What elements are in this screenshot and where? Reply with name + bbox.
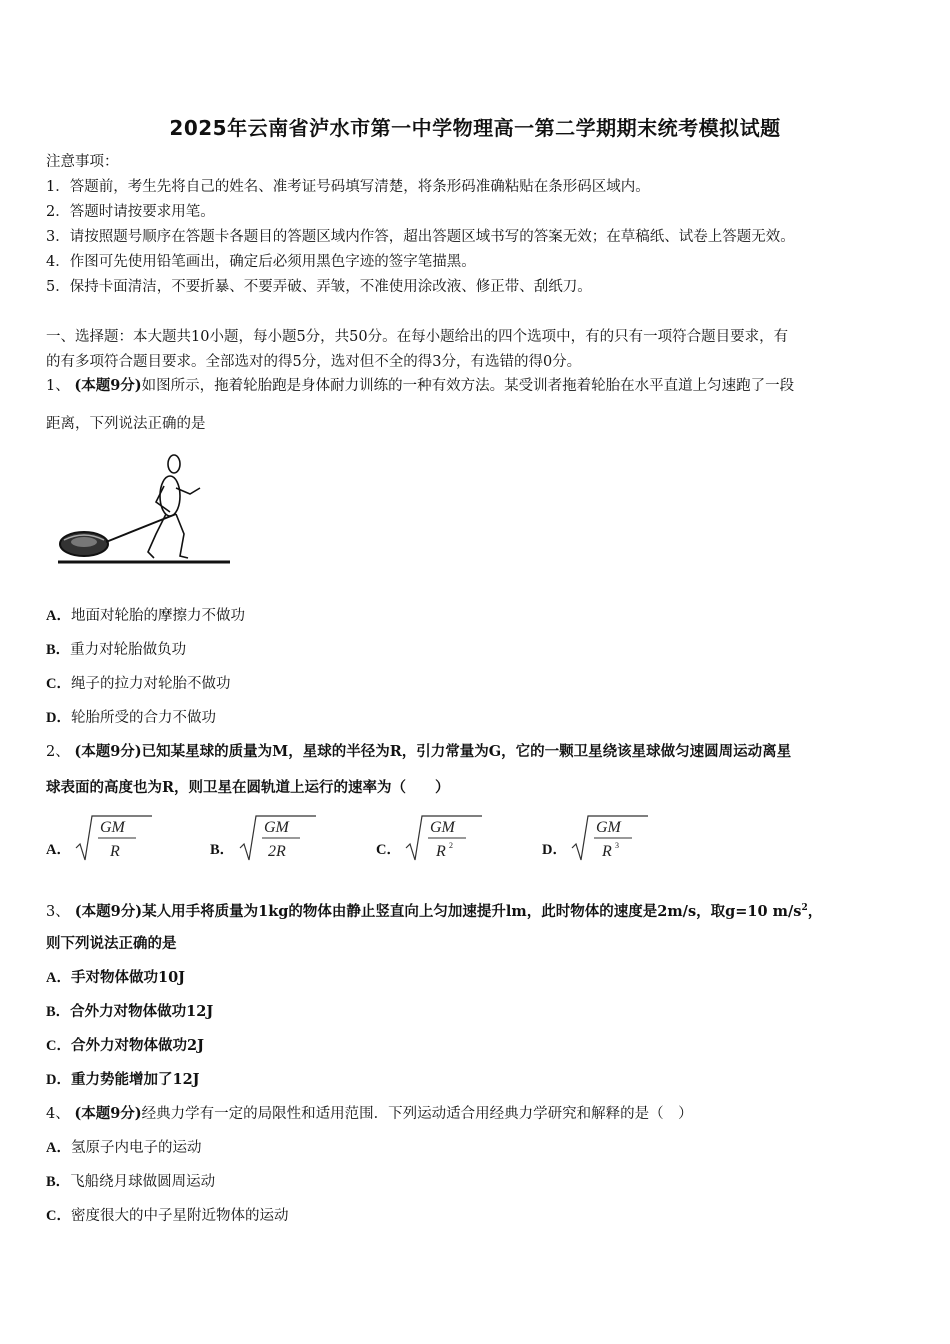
option-text: 重力势能增加了12J bbox=[70, 1071, 200, 1088]
note-item: 1．答题前，考生先将自己的姓名、准考证号码填写清楚，将条形码准确粘贴在条形码区域内。 bbox=[46, 179, 650, 195]
option-letter: D． bbox=[46, 710, 71, 726]
sqrt-fraction bbox=[566, 812, 656, 864]
question-number: 2、 bbox=[46, 744, 70, 760]
sqrt-fraction bbox=[70, 812, 160, 864]
question-1-stem-cont: 距离，下列说法正确的是 bbox=[46, 416, 206, 432]
runner-illustration bbox=[52, 450, 232, 570]
denominator: 2R bbox=[268, 843, 286, 860]
notes-heading: 注意事项： bbox=[46, 154, 119, 170]
option-letter: A． bbox=[46, 608, 71, 624]
exponent: 2 bbox=[449, 841, 453, 850]
question-4-stem bbox=[46, 1104, 693, 1124]
option bbox=[46, 968, 185, 988]
question-number: 4、 bbox=[46, 1106, 70, 1122]
option bbox=[46, 1002, 213, 1022]
sqrt-fraction bbox=[234, 812, 324, 864]
question-text: 某人用手将质量为1kg的物体由静止竖直向上匀加速提升lm，此时物体的速度是2m/s，取g=10 m/s bbox=[142, 902, 802, 920]
option-letter: C． bbox=[46, 1038, 71, 1054]
option bbox=[46, 1070, 200, 1090]
option-letter: A． bbox=[46, 842, 71, 858]
page-title: 2025年云南省泸水市第一中学物理高一第二学期期末统考模拟试题 bbox=[169, 116, 781, 140]
option-text: 合外力对物体做功12J bbox=[70, 1003, 214, 1020]
option-text: 密度很大的中子星附近物体的运动 bbox=[70, 1208, 289, 1224]
note-item: 2．答题时请按要求用笔。 bbox=[46, 204, 215, 220]
option bbox=[46, 708, 216, 728]
section-intro-line2: 的有多项符合题目要求。全部选对的得5分，选对但不全的得3分，有选错的得0分。 bbox=[46, 354, 582, 370]
option-letter: B． bbox=[210, 842, 235, 858]
question-score: (本题9分) bbox=[74, 743, 142, 760]
question-number: 3、 bbox=[46, 903, 70, 920]
superscript: 2 bbox=[801, 903, 808, 913]
question-score: (本题9分) bbox=[74, 1105, 142, 1122]
option bbox=[46, 1172, 215, 1192]
denominator: R bbox=[110, 843, 120, 860]
question-text: 如图所示，拖着轮胎跑是身体耐力训练的一种有效方法。某受训者拖着轮胎在水平直道上匀速跑了一段 bbox=[141, 378, 795, 394]
option bbox=[46, 1138, 201, 1158]
option-letter: D． bbox=[542, 842, 567, 858]
option-letter: C． bbox=[376, 842, 401, 858]
option bbox=[46, 606, 245, 626]
question-1-stem bbox=[46, 376, 794, 396]
question-2-stem bbox=[46, 742, 791, 762]
question-number: 1、 bbox=[46, 378, 70, 394]
option-letter: D． bbox=[46, 1072, 71, 1088]
option-letter: B． bbox=[46, 1174, 71, 1190]
option-text: 氢原子内电子的运动 bbox=[70, 1140, 202, 1156]
numerator: GM bbox=[430, 819, 455, 836]
question-3-stem bbox=[46, 898, 822, 922]
numerator: GM bbox=[264, 819, 289, 836]
option-letter: C． bbox=[46, 1208, 71, 1224]
option bbox=[46, 674, 230, 694]
question-score: (本题9分) bbox=[74, 902, 143, 920]
option-letter: A． bbox=[46, 1140, 71, 1156]
option-text: 绳子的拉力对轮胎不做功 bbox=[70, 676, 231, 692]
question-text: 已知某星球的质量为M，星球的半径为R，引力常量为G，它的一颗卫星绕该星球做匀速圆周运动离星 bbox=[141, 743, 792, 760]
numerator: GM bbox=[596, 819, 621, 836]
note-item: 3．请按照题号顺序在答题卡各题目的答题区域内作答，超出答题区域书写的答案无效；在草稿纸、试卷上答题无效。 bbox=[46, 229, 795, 245]
numerator: GM bbox=[100, 819, 125, 836]
option bbox=[46, 1206, 288, 1226]
question-text-end: ， bbox=[807, 902, 823, 920]
option-letter: C． bbox=[46, 676, 71, 692]
question-2-stem-cont: 球表面的高度也为R，则卫星在圆轨道上运行的速率为（ ） bbox=[46, 779, 450, 796]
note-item: 4．作图可先使用铅笔画出，确定后必须用黑色字迹的签字笔描黑。 bbox=[46, 254, 476, 270]
option-letter: B． bbox=[46, 1004, 71, 1020]
option-text: 手对物体做功10J bbox=[70, 969, 186, 986]
option-text: 合外力对物体做功2J bbox=[70, 1037, 204, 1054]
exponent: 3 bbox=[615, 841, 619, 850]
denominator: R bbox=[436, 843, 446, 860]
option-letter: B． bbox=[46, 642, 71, 658]
tire-runner-figure bbox=[52, 450, 232, 570]
option-letter: A． bbox=[46, 970, 71, 986]
question-score: (本题9分) bbox=[74, 377, 142, 394]
option-text: 飞船绕月球做圆周运动 bbox=[70, 1174, 216, 1190]
denominator: R bbox=[602, 843, 612, 860]
sqrt-fraction bbox=[400, 812, 490, 864]
question-3-stem-cont: 则下列说法正确的是 bbox=[46, 935, 177, 952]
option-text: 轮胎所受的合力不做功 bbox=[70, 710, 216, 726]
option-text: 重力对轮胎做负功 bbox=[70, 642, 187, 658]
question-text: 经典力学有一定的局限性和适用范围．下列运动适合用经典力学研究和解释的是（ ） bbox=[141, 1106, 693, 1122]
section-intro-line1: 一、选择题：本大题共10小题，每小题5分，共50分。在每小题给出的四个选项中，有的只有一项符合题目要求，有 bbox=[46, 329, 789, 345]
option bbox=[46, 1036, 204, 1056]
option-text: 地面对轮胎的摩擦力不做功 bbox=[70, 608, 245, 624]
note-item: 5．保持卡面清洁，不要折暴、不要弄破、弄皱，不准使用涂改液、修正带、刮纸刀。 bbox=[46, 279, 592, 295]
option bbox=[46, 640, 186, 660]
